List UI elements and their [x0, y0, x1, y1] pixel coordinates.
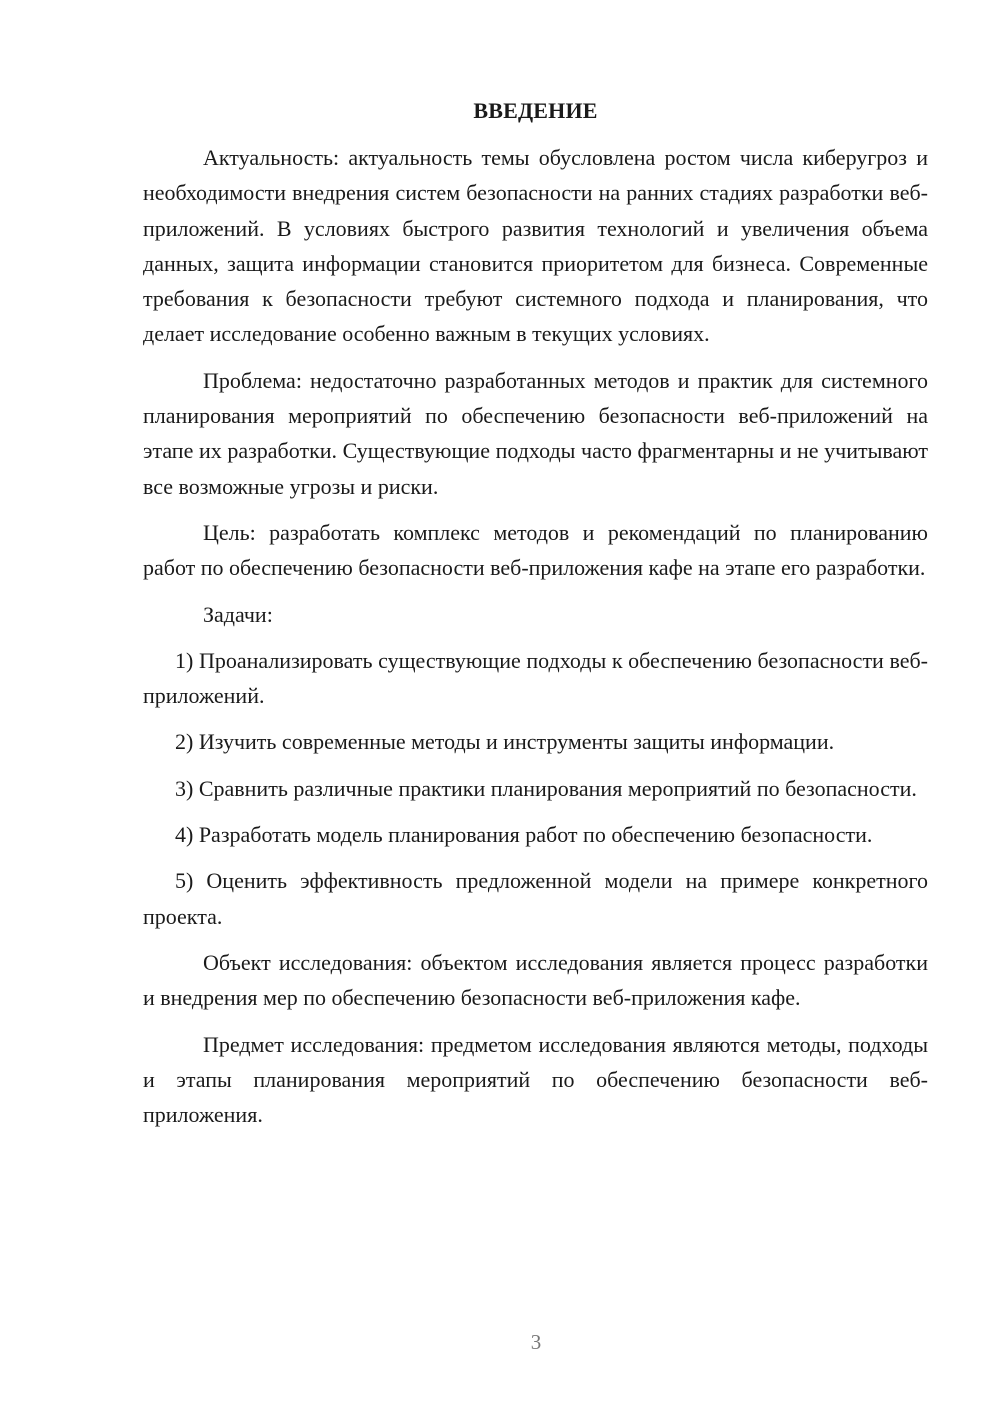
document-page — [143, 93, 928, 1143]
task-item: 3) Сравнить различные практики планирования мероприятий по безопасности. — [175, 775, 917, 801]
paragraph-relevance: Актуальность: актуальность темы обусловлена ростом числа киберугроз и необходимости внедрения систем безопасности на ранних стадиях разработки веб-приложений. В условиях быстрого развития технологий и увеличения объема данных, защита информации становится приоритетом для бизнеса. Современные требования к безопасности требуют системного подхода и планирования, что делает исследование особенно важным в текущих условиях. — [143, 145, 928, 347]
task-item: 1) Проанализировать существующие подходы к обеспечению безопасности веб-приложений. — [143, 647, 928, 709]
section-title: ВВЕДЕНИЕ — [473, 98, 598, 123]
paragraph-subject: Предмет исследования: предметом исследования являются методы, подходы и этапы планирования мероприятий по обеспечению безопасности веб-приложения. — [143, 1031, 928, 1128]
task-item: 2) Изучить современные методы и инструменты защиты информации. — [175, 729, 835, 755]
paragraph-goal: Цель: разработать комплекс методов и рекомендаций по планированию работ по обеспечению безопасности веб-приложения кафе на этапе его разработки. — [143, 519, 928, 581]
task-item: 4) Разработать модель планирования работ по обеспечению безопасности. — [175, 822, 873, 848]
task-item: 5) Оценить эффективность предложенной модели на примере конкретного проекта. — [143, 868, 928, 929]
paragraph-object: Объект исследования: объектом исследования является процесс разработки и внедрения мер по обеспечению безопасности веб-приложения кафе. — [143, 949, 928, 1011]
page-number: 3 — [530, 1330, 542, 1354]
paragraph-problem: Проблема: недостаточно разработанных методов и практик для системного планирования мероприятий по обеспечению безопасности веб-приложений на этапе их разработки. Существующие подходы часто фрагментарны и не учитывают все возможные угрозы и риски. — [143, 367, 928, 499]
paragraph-tasks-heading: Задачи: — [203, 601, 273, 627]
